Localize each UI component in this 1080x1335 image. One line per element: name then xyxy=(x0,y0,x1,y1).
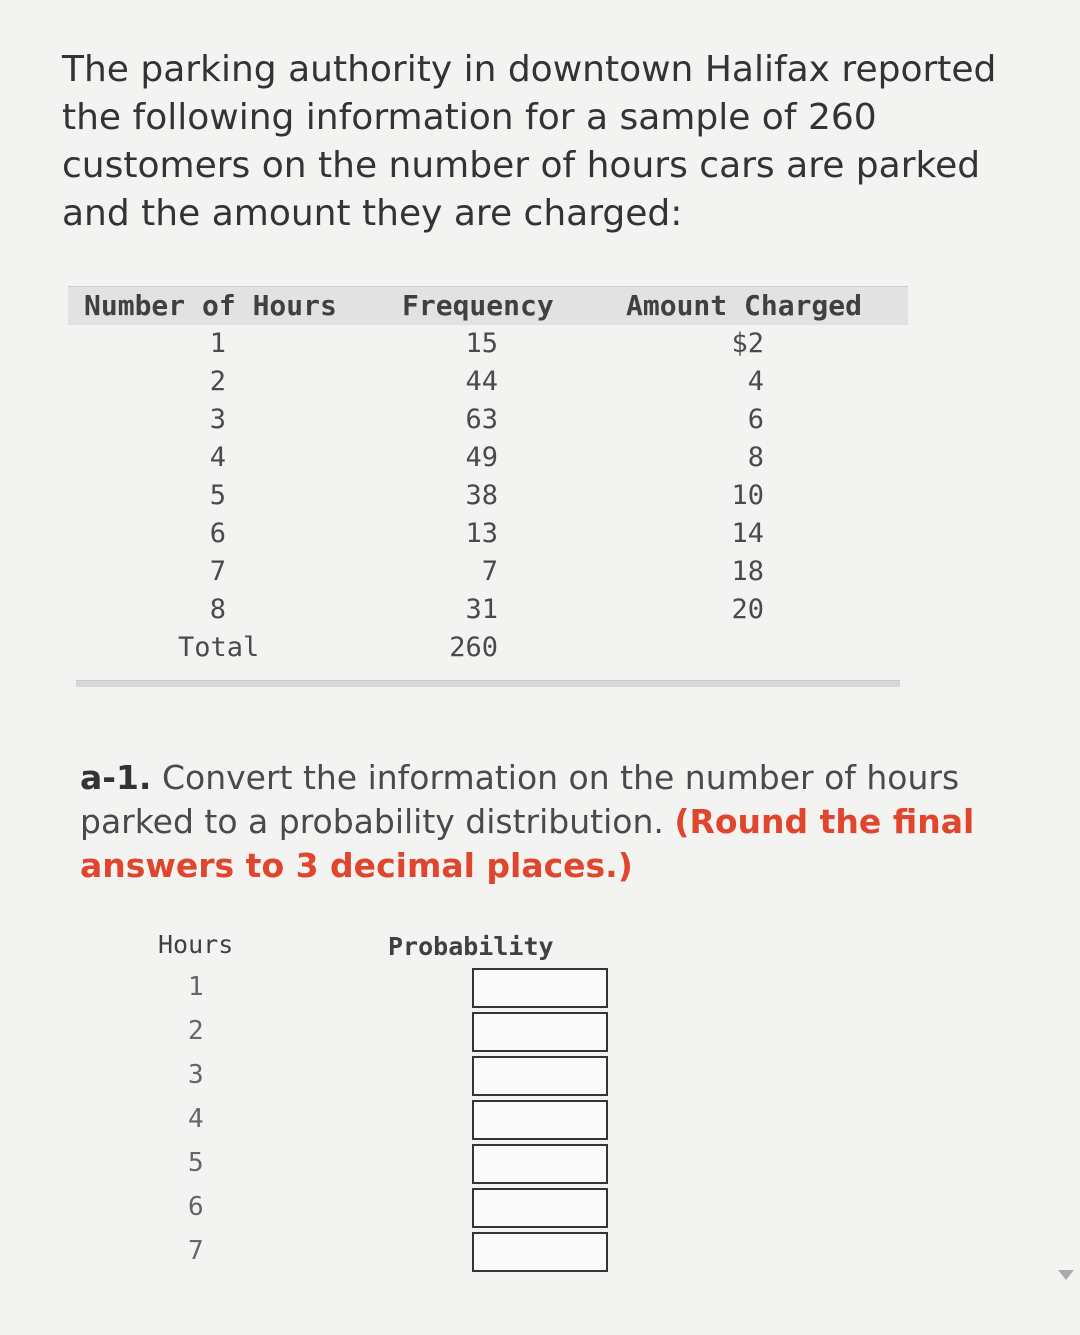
hours-cell: 4 xyxy=(209,442,226,473)
table-header xyxy=(68,286,908,325)
hours-cell: 5 xyxy=(209,480,226,511)
answer-probability-header: Probability xyxy=(388,932,554,961)
frequency-cell: 49 xyxy=(465,442,498,473)
question-number: a-1. xyxy=(80,758,152,797)
hours-cell: 8 xyxy=(209,594,226,625)
answer-hours-cell: 4 xyxy=(188,1104,204,1134)
table-row xyxy=(68,363,908,401)
problem-statement: The parking authority in downtown Halifax reported the following information for a sample of 260 customers on the number of hours cars are parked and the amount they are charged: xyxy=(62,49,997,234)
header-number-of-hours: Number of Hours xyxy=(84,289,337,322)
probability-input-6[interactable] xyxy=(472,1188,608,1228)
answer-hours-header: Hours xyxy=(158,930,234,959)
answer-hours-cell: 2 xyxy=(188,1016,204,1046)
rounding-note: (Round the final answers to 3 decimal places.) xyxy=(80,802,975,885)
answer-row xyxy=(150,1188,620,1232)
amount-cell: $2 xyxy=(731,328,764,359)
table-row xyxy=(68,439,908,477)
answer-hours-cell: 5 xyxy=(188,1148,204,1178)
hours-cell: 1 xyxy=(209,328,226,359)
amount-cell: 18 xyxy=(731,556,764,587)
frequency-cell: 38 xyxy=(465,480,498,511)
answer-hours-cell: 7 xyxy=(188,1236,204,1266)
hours-cell: 6 xyxy=(209,518,226,549)
amount-cell: 8 xyxy=(747,442,764,473)
probability-input-5[interactable] xyxy=(472,1144,608,1184)
total-row xyxy=(68,629,908,667)
probability-input-4[interactable] xyxy=(472,1100,608,1140)
frequency-cell: 44 xyxy=(465,366,498,397)
frequency-cell: 15 xyxy=(465,328,498,359)
frequency-cell: 13 xyxy=(465,518,498,549)
answer-hours-cell: 1 xyxy=(188,972,204,1002)
frequency-cell: 63 xyxy=(465,404,498,435)
probability-input-1[interactable] xyxy=(472,968,608,1008)
answer-hours-cell: 3 xyxy=(188,1060,204,1090)
question-text: Convert the information on the number of hours parked to a probability distribution. xyxy=(80,758,960,841)
answer-row xyxy=(150,1100,620,1144)
hours-cell: 3 xyxy=(209,404,226,435)
hours-cell: 2 xyxy=(209,366,226,397)
total-frequency: 260 xyxy=(449,632,498,663)
answer-row xyxy=(150,1012,620,1056)
amount-cell: 6 xyxy=(747,404,764,435)
answer-row xyxy=(150,968,620,1012)
amount-cell: 20 xyxy=(731,594,764,625)
table-row xyxy=(68,477,908,515)
amount-cell: 14 xyxy=(731,518,764,549)
answer-row xyxy=(150,1144,620,1188)
table-row xyxy=(68,325,908,363)
question-a1 xyxy=(80,756,980,888)
table-row xyxy=(68,515,908,553)
table-divider xyxy=(76,680,900,687)
answer-row xyxy=(150,1056,620,1100)
table-row xyxy=(68,553,908,591)
probability-input-7[interactable] xyxy=(472,1232,608,1272)
parking-data-table xyxy=(68,286,908,667)
header-amount-charged: Amount Charged xyxy=(626,289,863,322)
table-row xyxy=(68,401,908,439)
total-label: Total xyxy=(178,632,260,663)
table-row xyxy=(68,591,908,629)
frequency-cell: 7 xyxy=(481,556,498,587)
hours-cell: 7 xyxy=(209,556,226,587)
header-frequency: Frequency xyxy=(402,289,554,322)
frequency-cell: 31 xyxy=(465,594,498,625)
probability-input-2[interactable] xyxy=(472,1012,608,1052)
amount-cell: 10 xyxy=(731,480,764,511)
answer-row xyxy=(150,1232,620,1276)
scroll-down-arrow-icon[interactable] xyxy=(1058,1270,1074,1280)
answer-hours-cell: 6 xyxy=(188,1192,204,1222)
amount-cell: 4 xyxy=(747,366,764,397)
probability-input-3[interactable] xyxy=(472,1056,608,1096)
